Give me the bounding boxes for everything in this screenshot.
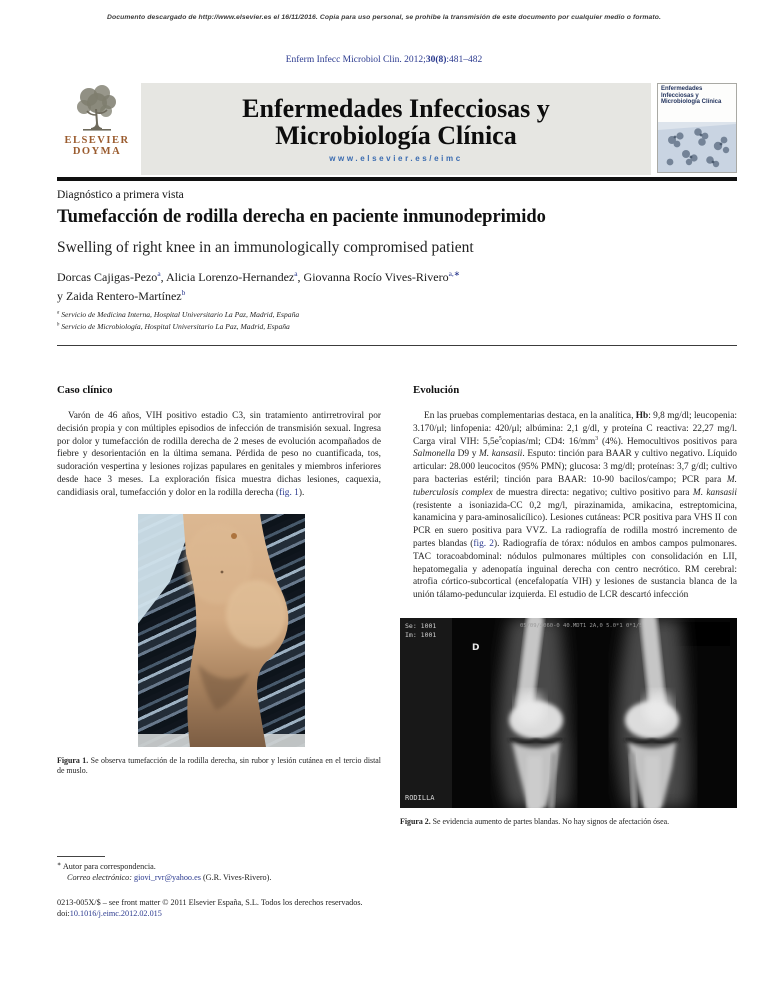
elsevier-doyma-logo — [57, 83, 137, 175]
authors-line1: Dorcas Cajigas-Pezo$^a$, Alicia Lorenzo-Hernandez$^a$, Giovanna Rocío Vives-Rivero$^{a,∗}$ — [57, 269, 460, 284]
affiliation-b: $^b$ Servicio de Microbiología, Hospital Universitario La Paz, Madrid, España — [57, 321, 290, 331]
right-column — [400, 384, 738, 828]
figure1-caption: Figura 1. Se observa tumefacción de la rodilla derecha, sin rubor y lesión cutánea en el tercio distal de muslo. — [57, 755, 381, 776]
author-list — [57, 268, 717, 306]
footnote-divider — [57, 856, 105, 857]
leg-photo-drawing — [138, 514, 305, 747]
evolucion-paragraph: En las pruebas complementarias destaca, en la analítica, Hb: 9,8 mg/dl; leucopenia: 3.170/μl; linfopenia: 420/μl; albúmina: 2,1 g/dl, y proteína C reactiva: 22,27 mg/l. Carga viral VIH: $5,5e^5copias/ml$; CD4: $16/mm^3$ (4%). Hemocultivos positivos para Salmonella D9 y M. kansasii. Esputo: tinción para BAAR y cultivo negativo. Líquido articular: 28.000 leucocitos (95% PMN); glucosa: 3 mg/dl; proteínas: 3,7 g/dl; cultivo para bacterias estéril; tinción para BAAR: 10-90 bacilos/campo; PCR para M. tuberculosis complex de muestra directa: negativo; cultivo positivo para M. kansasii (resistente a isoniazida-CC 0,2 mg/l, pirazinamida, amikacina, estreptomicina, kanamicina y para-aminosalicílico). Lesiones cutáneas: PCR positiva para VHS II con PCR en suero positiva para VVZ. La radiografía de rodilla mostró incremento de partes blandas (fig. 2). Radiografía de tórax: nódulos en ambos campos pulmonares. TAC toracoabdominal: nódulos pulmonares múltiples con consolidación en LII, hepatomegalia y adenopatía inguinal derecha con centro necrótico. RM cerebral: atrofia córtico-subcortical (encefalopatía VIH) y lesiones de sustancia blanca de la unión tálamo-peduncular izquierda. El estudio de LCR descartó infección — [413, 411, 738, 601]
xray-dicom-text: 05/09/4060-0 40.MDT1 2A,0 5.0*1 0*1/5 — [520, 622, 643, 629]
download-disclaimer: Documento descargado de http://www.elsevier.es el 16/11/2016. Copia para uso personal, se prohibe la transmisión de este documento por cualquier medio o formato. — [107, 14, 661, 21]
authors-line2: y Zaida Rentero-Martínez$^b$ — [57, 288, 186, 304]
xray-image-text: Im: 1001 — [405, 630, 437, 639]
copyright-line: 0213-005X/$ – see front matter © 2011 Elsevier España, S.L. Todos los derechos reservados. — [57, 898, 363, 907]
title-divider — [57, 345, 737, 346]
heading-caso-clinico: Caso clínico — [57, 384, 113, 396]
corresponding-author-note: ∗ Autor para correspondencia. — [57, 861, 156, 871]
journal-header — [57, 83, 737, 175]
affiliation-a: $^a$ Servicio de Medicina Interna, Hospital Universitario La Paz, Madrid, España — [57, 310, 300, 319]
xray-bodypart-label: RODILLA — [405, 793, 435, 802]
xray-series-text: Se: 1001 — [405, 621, 437, 630]
cover-title: Enfermedades Infecciosas y Microbiología Clínica — [661, 86, 722, 106]
article-body — [57, 384, 737, 828]
xray-drawing — [400, 618, 737, 808]
caso-clinico-paragraph: Varón de 46 años, VIH positivo estadio C3, sin tratamiento antirretroviral por decisión propia y con múltiples episodios de infección de transmisión sexual. Ingresa por dolor y tumefacción de rodilla derecha de 2 meses de evolución acompañados de fiebre y desorientación en la última semana. Pérdida de peso no cuantificada, tos, sudoración vespertina y lesiones rojizas papulares en genitales y miembros inferiores desde hace 3 meses. La exploración física muestra dichas lesiones, caquexia, candidiasis oral, tumefacción y dolor en la rodilla derecha (fig. 1). — [57, 411, 381, 498]
doi-line[interactable]: doi:10.1016/j.eimc.2012.02.015 — [57, 909, 162, 919]
affiliations — [57, 309, 717, 333]
article-title-en: Swelling of right knee in an immunologically compromised patient — [57, 239, 474, 256]
journal-banner — [141, 83, 651, 175]
publisher-name-line1: ELSEVIER — [64, 135, 130, 146]
author-email-line[interactable]: Correo electrónico: giovi_rvr@yahoo.es (G.R. Vives-Rivero). — [67, 873, 272, 883]
journal-url-link[interactable]: www.elsevier.es/eimc — [329, 154, 463, 164]
journal-title-line1: Enfermedades Infecciosas y — [242, 93, 550, 123]
journal-cover-thumbnail — [657, 83, 737, 173]
article-title-es: Tumefacción de rodilla derecha en paciente inmunodeprimido — [57, 207, 546, 227]
correspondence-footnote — [57, 856, 387, 884]
journal-citation[interactable]: Enferm Infecc Microbiol Clin. 2012;30(8):481–482 — [285, 55, 483, 65]
left-column — [57, 384, 381, 828]
figure2-knee-xray — [400, 618, 737, 808]
figure1-knee-photo — [138, 514, 305, 747]
elsevier-tree-icon — [71, 83, 123, 135]
section-label: Diagnóstico a primera vista — [57, 189, 184, 201]
journal-title — [141, 95, 651, 149]
header-divider — [57, 177, 737, 181]
heading-evolucion: Evolución — [413, 384, 460, 396]
journal-title-line2: Microbiología Clínica — [275, 121, 517, 150]
copyright-footer — [57, 897, 517, 920]
figure2-caption: Figura 2. Se evidencia aumento de partes blandas. No hay signos de afectación ósea. — [400, 816, 670, 826]
cover-microbes-image — [658, 122, 736, 172]
publisher-name-line2: DOYMA — [72, 146, 122, 158]
xray-side-marker: D — [472, 642, 480, 653]
